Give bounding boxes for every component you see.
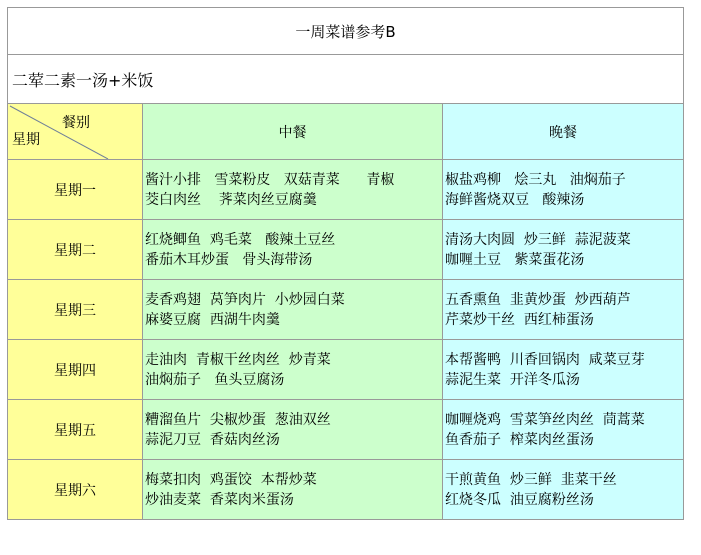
dinner-cell bbox=[443, 220, 684, 280]
day-cell: 星期三 bbox=[8, 280, 143, 340]
lunch-line: 酱汁小排 雪菜粉皮 双菇青菜 青椒 bbox=[145, 171, 395, 188]
dinner-header: 晚餐 bbox=[443, 104, 684, 160]
menu-title: 一周菜谱参考B bbox=[8, 8, 684, 55]
dinner-cell bbox=[443, 460, 684, 520]
lunch-cell bbox=[143, 160, 443, 220]
dinner-cell bbox=[443, 400, 684, 460]
day-cell: 星期一 bbox=[8, 160, 143, 220]
lunch-line: 番茄木耳炒蛋 骨头海带汤 bbox=[145, 251, 313, 268]
table-row bbox=[8, 220, 684, 280]
header-row bbox=[8, 104, 684, 160]
lunch-line: 糟溜鱼片 尖椒炒蛋 葱油双丝 bbox=[145, 411, 331, 428]
table-row bbox=[8, 460, 684, 520]
table-row bbox=[8, 280, 684, 340]
menu-sheet bbox=[7, 7, 683, 520]
subtitle-row bbox=[8, 55, 684, 104]
dinner-line: 咖喱土豆 紫菜蛋花汤 bbox=[445, 251, 585, 268]
dinner-line: 海鲜酱烧双豆 酸辣汤 bbox=[445, 191, 585, 208]
day-cell: 星期四 bbox=[8, 340, 143, 400]
lunch-cell bbox=[143, 340, 443, 400]
dinner-line: 鱼香茄子 榨菜肉丝蛋汤 bbox=[445, 431, 594, 448]
lunch-line: 麦香鸡翅 莴笋肉片 小炒园白菜 bbox=[145, 291, 345, 308]
dinner-line: 蒜泥生菜 开洋冬瓜汤 bbox=[445, 371, 580, 388]
lunch-cell bbox=[143, 220, 443, 280]
table-row bbox=[8, 160, 684, 220]
lunch-line: 蒜泥刀豆 香菇肉丝汤 bbox=[145, 431, 280, 448]
menu-subtitle: 二荤二素一汤+米饭 bbox=[8, 55, 684, 104]
lunch-line: 红烧鲫鱼 鸡毛菜 酸辣土豆丝 bbox=[145, 231, 336, 248]
table-row bbox=[8, 340, 684, 400]
corner-day-label: 星期 bbox=[12, 132, 40, 148]
day-cell: 星期五 bbox=[8, 400, 143, 460]
lunch-line: 走油肉 青椒干丝肉丝 炒青菜 bbox=[145, 351, 331, 368]
dinner-cell bbox=[443, 160, 684, 220]
dinner-line: 清汤大肉圆 炒三鲜 蒜泥菠菜 bbox=[445, 231, 631, 248]
lunch-cell bbox=[143, 400, 443, 460]
menu-table bbox=[7, 7, 684, 520]
table-row bbox=[8, 400, 684, 460]
lunch-line: 油焖茄子 鱼头豆腐汤 bbox=[145, 371, 285, 388]
corner-meal-label: 餐别 bbox=[62, 115, 90, 131]
dinner-line: 芹菜炒干丝 西红柿蛋汤 bbox=[445, 311, 594, 328]
dinner-line: 五香熏鱼 韭黄炒蛋 炒西葫芦 bbox=[445, 291, 631, 308]
title-row bbox=[8, 8, 684, 55]
dinner-line: 咖喱烧鸡 雪菜笋丝肉丝 茼蒿菜 bbox=[445, 411, 645, 428]
dinner-line: 本帮酱鸭 川香回锅肉 咸菜豆芽 bbox=[445, 351, 645, 368]
lunch-line: 茭白肉丝 荠菜肉丝豆腐羹 bbox=[145, 191, 317, 208]
dinner-cell bbox=[443, 280, 684, 340]
day-cell: 星期六 bbox=[8, 460, 143, 520]
lunch-cell bbox=[143, 460, 443, 520]
corner-header-cell bbox=[8, 104, 143, 160]
day-cell: 星期二 bbox=[8, 220, 143, 280]
dinner-cell bbox=[443, 340, 684, 400]
lunch-line: 梅菜扣肉 鸡蛋饺 本帮炒菜 bbox=[145, 471, 317, 488]
lunch-header: 中餐 bbox=[143, 104, 443, 160]
lunch-line: 炒油麦菜 香菜肉米蛋汤 bbox=[145, 491, 294, 508]
lunch-cell bbox=[143, 280, 443, 340]
lunch-line: 麻婆豆腐 西湖牛肉羹 bbox=[145, 311, 280, 328]
dinner-line: 红烧冬瓜 油豆腐粉丝汤 bbox=[445, 491, 594, 508]
dinner-line: 干煎黄鱼 炒三鲜 韭菜干丝 bbox=[445, 471, 617, 488]
dinner-line: 椒盐鸡柳 烩三丸 油焖茄子 bbox=[445, 171, 626, 188]
